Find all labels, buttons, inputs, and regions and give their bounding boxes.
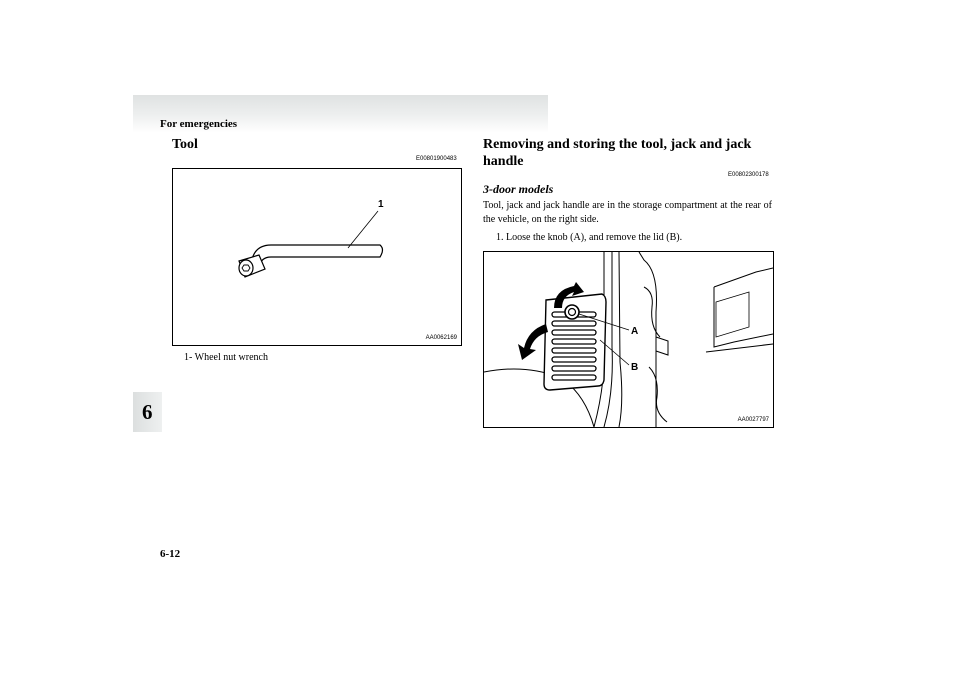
step-1: 1. Loose the knob (A), and remove the lid (B). bbox=[496, 232, 683, 243]
subheading-3-door: 3-door models bbox=[483, 182, 554, 196]
chapter-number: 6 bbox=[142, 400, 153, 424]
figure-caption: 1- Wheel nut wrench bbox=[184, 352, 268, 363]
storage-compartment-figure bbox=[483, 251, 774, 428]
label-b: B bbox=[631, 362, 639, 373]
removing-section-code: E00802300178 bbox=[728, 172, 769, 178]
figure-id: AA0062169 bbox=[425, 335, 457, 341]
removing-heading: Removing and storing the tool, jack and jack handle bbox=[483, 137, 752, 169]
tool-heading: Tool bbox=[172, 137, 198, 152]
body-paragraph: Tool, jack and jack handle are in the storage compartment at the rear of the vehicle, on the right side. bbox=[483, 200, 772, 225]
storage-compartment-illustration bbox=[484, 252, 773, 427]
wheel-nut-wrench-illustration bbox=[173, 169, 461, 345]
label-a: A bbox=[631, 326, 639, 337]
section-title: For emergencies bbox=[160, 118, 238, 130]
tool-section-code: E00801900483 bbox=[416, 156, 457, 162]
callout-1: 1 bbox=[378, 199, 384, 210]
page-number: 6-12 bbox=[160, 548, 181, 560]
wheel-nut-wrench-figure bbox=[172, 168, 462, 346]
figure-id-2: AA0027797 bbox=[737, 417, 769, 423]
